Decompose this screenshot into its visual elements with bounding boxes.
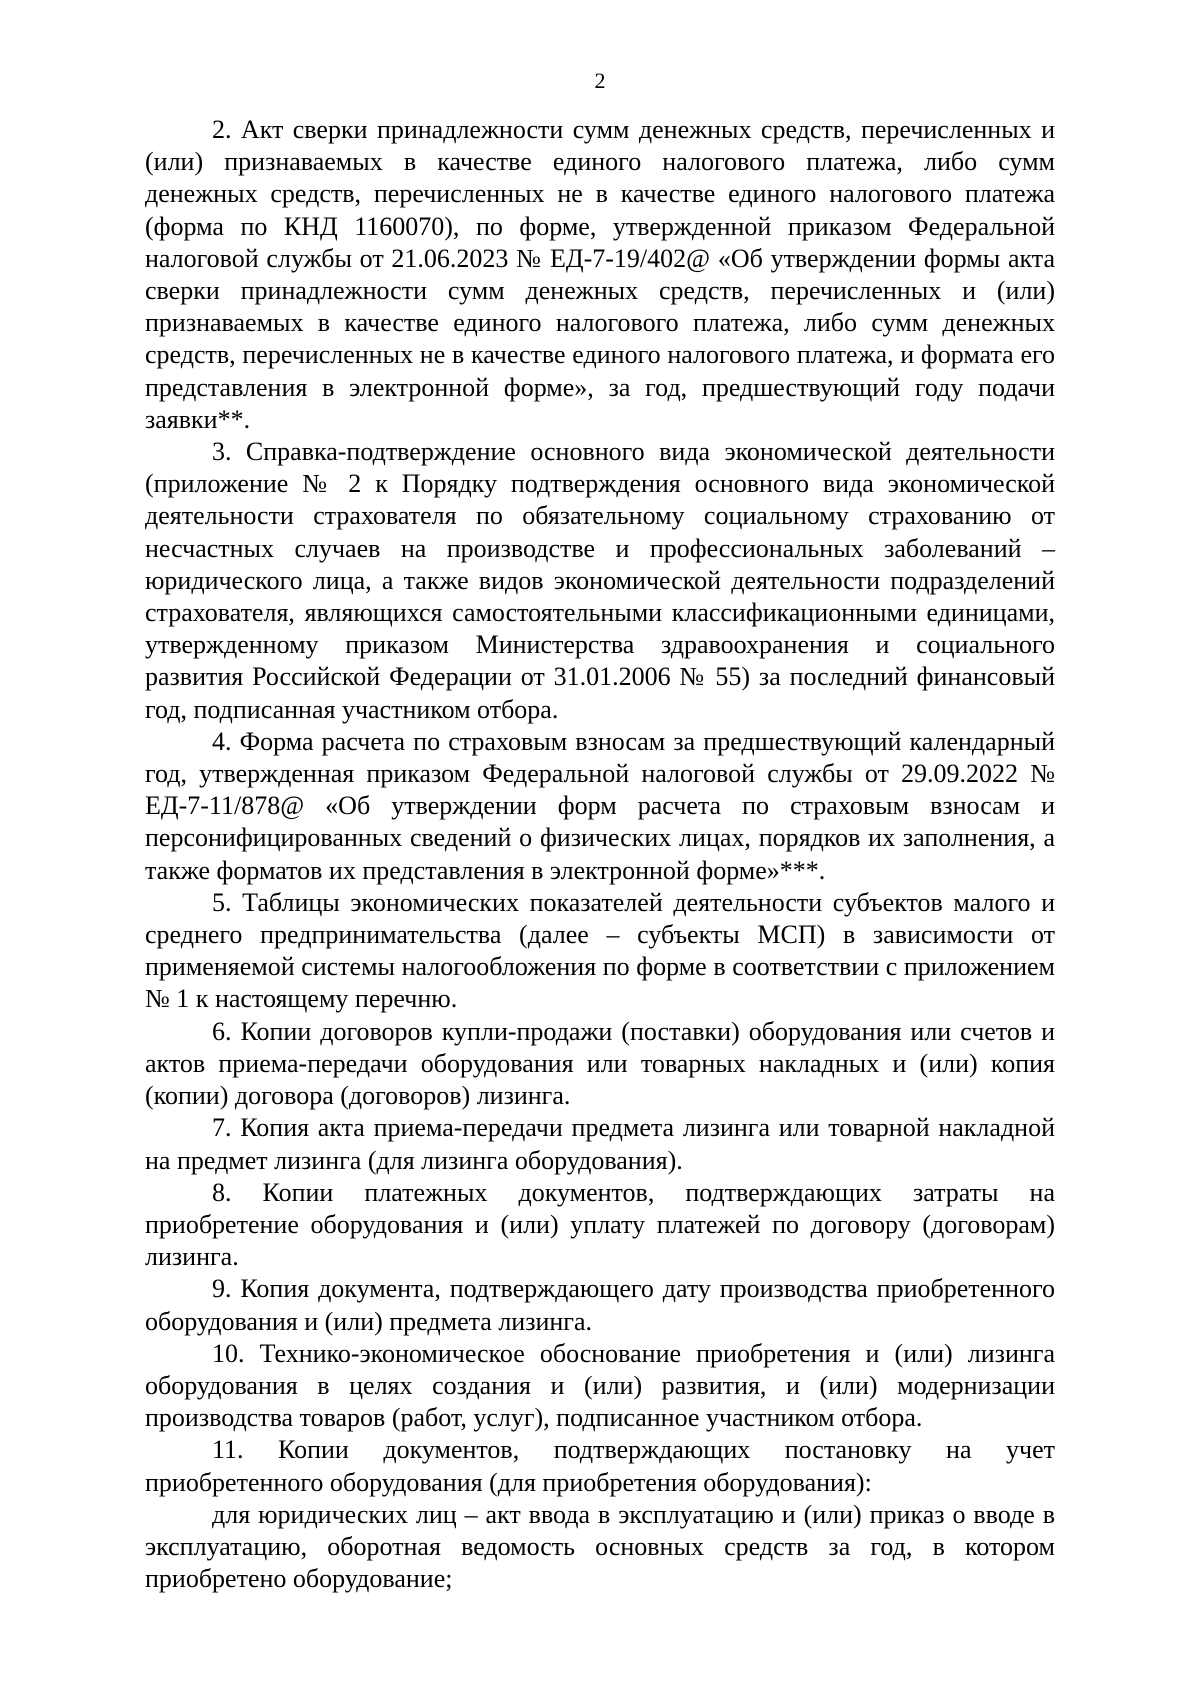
paragraph-2: 2. Акт сверки принадлежности сумм денежных средств, перечисленных и (или) признаваемых в качестве единого налогового платежа, либо сумм денежных средств, перечисленных не в качестве единого налогового платежа (форма по КНД 1160070), по форме, утвержденной приказом Федеральной налоговой службы от 21.06.2023 № ЕД-7-19/402@ «Об утверждении формы акта сверки принадлежности сумм денежных средств, перечисленных и (или) признаваемых в качестве единого налогового платежа, либо сумм денежных средств, перечисленных не в качестве единого налогового платежа, и формата его представления в электронной форме», за год, предшествующий году подачи заявки**.: [145, 115, 1055, 434]
paragraph-5: 5. Таблицы экономических показателей деятельности субъектов малого и среднего предпринимательства (далее – субъекты МСП) в зависимости от применяемой системы налогообложения по форме в соответствии с приложением № 1 к настоящему перечню.: [145, 887, 1055, 1014]
paragraph-11: 11. Копии документов, подтверждающих постановку на учет приобретенного оборудования (для приобретения оборудования):: [145, 1435, 1055, 1497]
paragraph-11-legal-entities: для юридических лиц – акт ввода в эксплуатацию и (или) приказ о вводе в эксплуатацию, оборотная ведомость основных средств за год, в котором приобретено оборудование;: [145, 1499, 1055, 1594]
page-number: 2: [594, 68, 606, 93]
paragraph-4: 4. Форма расчета по страховым взносам за предшествующий календарный год, утвержденная приказом Федеральной налоговой службы от 29.09.2022 № ЕД-7-11/878@ «Об утверждении форм расчета по страховым взносам и персонифицированных сведений о физических лицах, порядков их заполнения, а также форматов их представления в электронной форме»***.: [145, 726, 1055, 885]
paragraph-6: 6. Копии договоров купли-продажи (поставки) оборудования или счетов и актов приема-передачи оборудования или товарных накладных и (или) копия (копии) договора (договоров) лизинга.: [145, 1016, 1055, 1111]
paragraph-9: 9. Копия документа, подтверждающего дату производства приобретенного оборудования и (или) предмета лизинга.: [145, 1274, 1055, 1336]
document-body: [145, 114, 1055, 1595]
paragraph-8: 8. Копии платежных документов, подтверждающих затраты на приобретение оборудования и (или) уплату платежей по договору (договорам) лизинга.: [145, 1177, 1055, 1272]
paragraph-7: 7. Копия акта приема-передачи предмета лизинга или товарной накладной на предмет лизинга (для лизинга оборудования).: [145, 1113, 1055, 1175]
paragraph-3: 3. Справка-подтверждение основного вида экономической деятельности (приложение № 2 к Порядку подтверждения основного вида экономической деятельности страхователя по обязательному социальному страхованию от несчастных случаев на производстве и профессиональных заболеваний – юридического лица, а также видов экономической деятельности подразделений страхователя, являющихся самостоятельными классификационными единицами, утвержденному приказом Министерства здравоохранения и социального развития Российской Федерации от 31.01.2006 № 55) за последний финансовый год, подписанная участником отбора.: [145, 437, 1055, 724]
paragraph-10: 10. Технико-экономическое обоснование приобретения и (или) лизинга оборудования в целях создания и (или) развития, и (или) модернизации производства товаров (работ, услуг), подписанное участником отбора.: [145, 1338, 1055, 1433]
